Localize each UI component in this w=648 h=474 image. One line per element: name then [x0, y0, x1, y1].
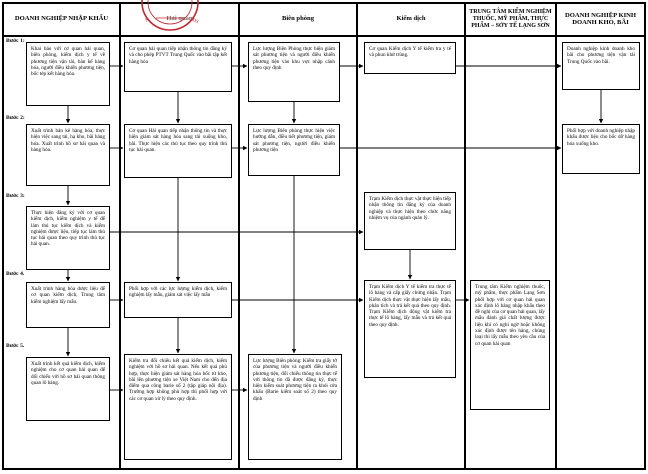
border-step2-box: Lực lượng Biên phòng thực hiện việc hướng dẫn, điều tiết phương tiện, giám sát phương tiện, người điều khiển phương tiện	[248, 124, 340, 176]
step-label: Bước 3:	[6, 193, 25, 199]
step-label: Bước 5.	[6, 343, 25, 349]
header-quarantine: Kiểm dịch	[396, 15, 426, 23]
header-importer: DOANH NGHIỆP NHẬP KHẨU	[14, 15, 109, 23]
svg-text:ĐS: ĐS	[191, 18, 200, 26]
customs-step4-box: Phối hợp với các lực lượng kiểm dịch, kiểm nghiệm lấy mẫu, giám sát việc lấy mẫu	[124, 282, 232, 318]
customs-step5-box: Kiểm tra đối chiếu kết quả kiểm dịch, kiểm nghiệm với hồ sơ hải quan. Nếu kết quả phù hợp, thực hiện giám sát hàng hóa bốc từ kho, bãi lên phương tiện xe Việt Nam cho đến địa điểm qua công barie số 2 (tập giáp nội địa). Trường hợp không phù hợp thì phối hợp với các cơ quan xử lý theo quy định.	[124, 354, 232, 460]
warehouse-step2-box: Phối hợp với doanh nghiệp nhập khẩu được liệu cho bốc dỡ hàng hóa xuống kho.	[562, 124, 640, 174]
quarantine-step1-box: Cơ quan Kiểm dịch Y tế kiểm tra y tế và phun khử trùng.	[364, 42, 456, 74]
importer-step1-box: Khai báo với cơ quan hải quan, biên phòng, kiểm dịch y tế về phương tiện vận tải, bàn kế hàng hóa, người điều khiển phương tiện, bốc tép kết hàng hóa.	[26, 42, 110, 106]
testing-center-step4-box: Trung tâm Kiểm nghiệm thuốc, mỹ phẩm, thực phẩm Lạng Sơn phối hợp với cơ quan hải quan xác định lô hàng nhập khẩu theo đề nghị của cơ quan hải quan, lấy mẫu đánh giá chất lượng được liệu khi có nghi ngờ hoặc không xác định được tên hàng, chủng loại thì lấy mẫu theo yêu cầu của cơ quan hải quan	[470, 280, 550, 410]
importer-step3-box: Thực hiện đăng ký với cơ quan kiểm dịch, kiểm nghiệm y tế để làm thủ tục kiểm dịch và kiểm nghiệm được liệu, tiếp tục làm thủ tục hải quan theo quy trình thủ tục hải quan.	[26, 206, 110, 270]
step-label: Bước 4.	[6, 271, 25, 277]
header-testing-center: TRUNG TÂM KIỂM NGHIỆM THUỐC, MỸ PHẨM, THỰC PHẨM – SỞY TẾ LẠNG SƠN	[469, 8, 552, 29]
quarantine-step4-box: Trạm Kiểm dịch Y tế kiểm tra thực tế lô hàng và cấp giấy chứng nhận. Trạm Kiểm dịch thực vật thực hiện lấy mẫu, phân tích và trả kết quả theo quy định. Trạm Kiểm dịch động vật kiểm tra thực tế lô hàng, lấy mẫu và trả kết quả theo quy định.	[364, 280, 456, 378]
svg-text:N: N	[144, 17, 151, 24]
step-label: Bước 1:	[6, 38, 25, 44]
header-warehouse: DOANH NGHIỆP KINH DOANH KHO, BÃI	[564, 11, 637, 26]
importer-step4-box: Xuất trình hàng hóa dược liệu để cơ quan kiểm dịch, Trung tâm kiểm nghiệm lấy mẫu.	[26, 282, 110, 328]
warehouse-step1-box: Doanh nghiệp kinh doanh kho bãi cho phương tiện vận tải Trung Quốc vào bãi.	[562, 42, 640, 90]
quarantine-step3-box: Trạm Kiểm dịch thực vật thực hiện tiếp nhận thông tin đăng ký của doanh nghiệp và thực hiện theo chức năng nhiệm vụ của ngành quản lý.	[364, 192, 456, 250]
header-border-guard: Biên phòng	[281, 15, 315, 23]
customs-step2-box: Cơ quan Hải quan tiếp nhận thông tin và thực hiện giám sát hàng hóa sang tải xuống kho, bãi. Thực hiện các thủ tục theo quy trình thủ tục hải quan.	[124, 124, 232, 178]
border-step5-box: Lực lượng Biên phòng: Kiểm tra giấy tờ của phương tiện và người điều khiển phương tiện, đối chiếu thông tin thực tế với thông tin đã được đăng ký, thực hiện kiểm soát phương tiện ra khỏi cửa khẩu (Barie kiểm soát số 2) theo quy định	[248, 354, 342, 460]
border-step1-box: Lực lượng Biên Phòng thực hiện giám sát phương tiện và người điều khiển phương tiện vào khu vực nhập cảnh theo quy định	[248, 42, 340, 102]
importer-step2-box: Xuất trình bản kê hàng hóa, thực hiện việc sang tải, hạ kho, bãi hàng hóa. Xuất trình hồ sơ hải quan và hàng hóa.	[26, 124, 110, 186]
importer-step5-box: Xuất trình kết quả kiểm dịch, kiểm nghiệm cho cơ quan hải quan để đối chiếu với hồ sơ hải quan thông quan lô hàng.	[26, 357, 110, 421]
header-customs: Hải quan	[166, 15, 193, 23]
step-label: Bước 2:	[6, 115, 25, 121]
customs-step1-box: Cơ quan hải quan tiếp nhận thông tin đăng ký và cho phép PTVT Trung Quốc vào bãi tập kết hàng hóa	[124, 42, 232, 92]
